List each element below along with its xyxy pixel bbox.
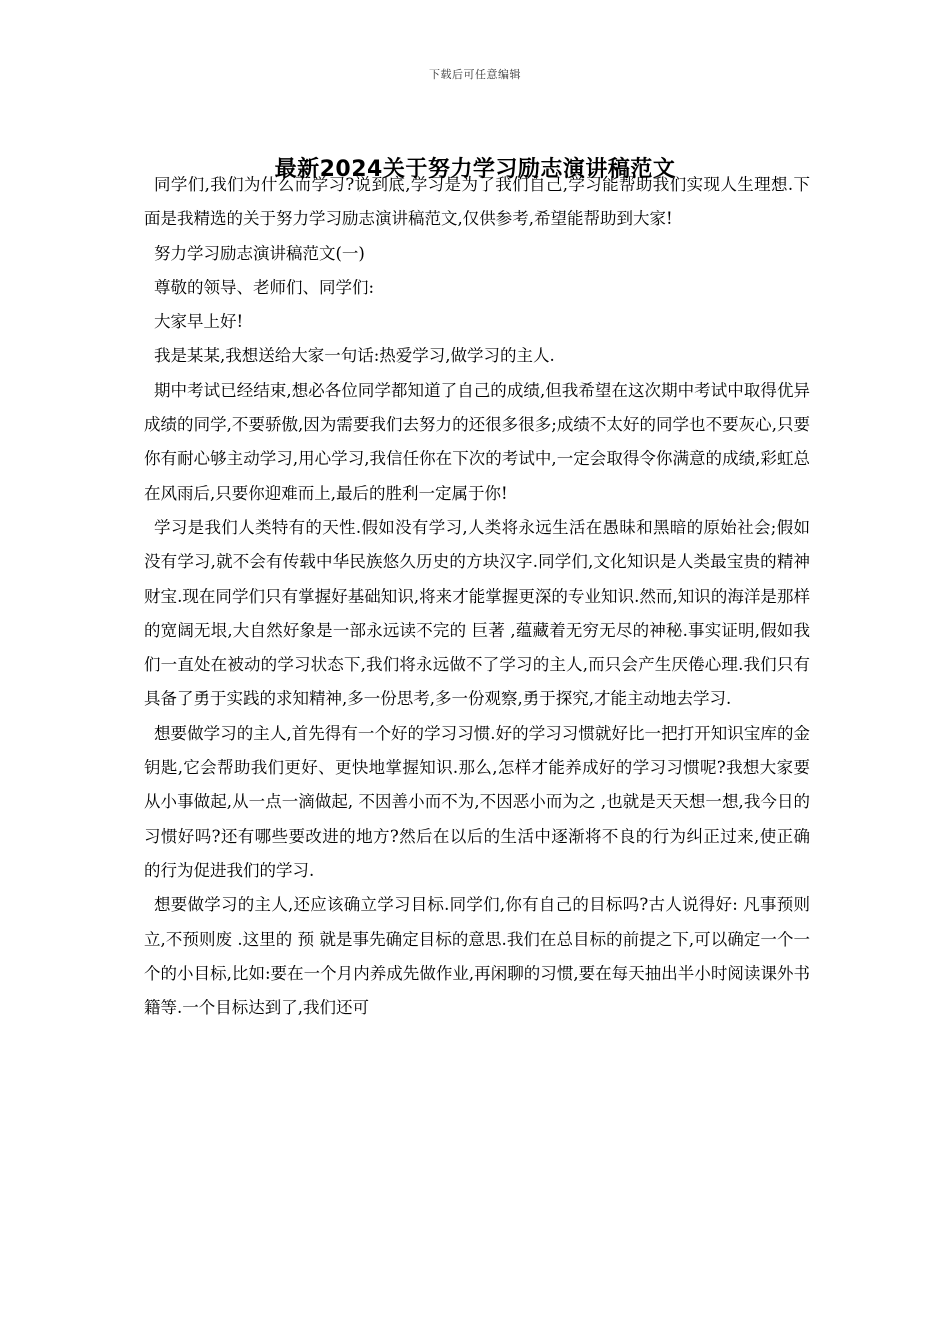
paragraph-section-heading: 努力学习励志演讲稿范文(一) xyxy=(154,243,365,263)
paragraph-learning-nature: 学习是我们人类特有的天性.假如没有学习,人类将永远生活在愚昧和黑暗的原始社会;假如没有学习,就不会有传载中华民族悠久历史的方块汉字.同学们,文化知识是人类最宝贵的精神财宝.现在同学们只有掌握好基础知识,将来才能掌握更深的专业知识.然而,知识的海洋是那样的宽阔无垠,大自然好象是一部永远读不完的 巨著 ,蕴藏着无穷无尽的神秘.事实证明,假如我们一直处在被动的学习状态下,我们将永远做不了学习的主人,而只会产生厌倦心理.我们只有具备了勇于实践的求知精神,多一份思考,多一份观察,勇于探究,才能主动地去学习. xyxy=(144,517,810,709)
paragraph-intro: 同学们,我们为什么而学习?说到底,学习是为了我们自己,学习能帮助我们实现人生理想.下面是我精选的关于努力学习励志演讲稿范文,仅供参考,希望能帮助到大家! xyxy=(144,175,810,229)
header-note: 下载后可任意编辑 xyxy=(429,68,521,81)
paragraph-self-intro: 我是某某,我想送给大家一句话:热爱学习,做学习的主人. xyxy=(154,346,555,366)
paragraph-greeting: 大家早上好! xyxy=(154,312,244,332)
paragraph-salutation: 尊敬的领导、老师们、同学们: xyxy=(154,277,375,297)
document-body xyxy=(144,168,810,1025)
paragraph-goals: 想要做学习的主人,还应该确立学习目标.同学们,你有自己的目标吗?古人说得好: 凡事预则立,不预则废 .这里的 预 就是事先确定目标的意思.我们在总目标的前提之下,可以确定一个一个的小目标,比如:要在一个月内养成先做作业,再闲聊的习惯,要在每天抽出半小时阅读课外书籍等.一个目标达到了,我们还可 xyxy=(144,895,810,1018)
document-title: 最新2024关于努力学习励志演讲稿范文 xyxy=(274,157,676,182)
paragraph-habits: 想要做学习的主人,首先得有一个好的学习习惯.好的学习习惯就好比一把打开知识宝库的金钥匙,它会帮助我们更好、更快地掌握知识.那么,怎样才能养成好的学习习惯呢?我想大家要从小事做起,从一点一滴做起, 不因善小而不为,不因恶小而为之 ,也就是天天想一想,我今日的习惯好吗?还有哪些要改进的地方?然后在以后的生活中逐渐将不良的行为纠正过来,使正确的行为促进我们的学习. xyxy=(144,723,810,880)
paragraph-exam: 期中考试已经结束,想必各位同学都知道了自己的成绩,但我希望在这次期中考试中取得优异成绩的同学,不要骄傲,因为需要我们去努力的还很多很多;成绩不太好的同学也不要灰心,只要你有耐心够主动学习,用心学习,我信任你在下次的考试中,一定会取得令你满意的成绩,彩虹总在风雨后,只要你迎难而上,最后的胜利一定属于你! xyxy=(144,380,810,503)
